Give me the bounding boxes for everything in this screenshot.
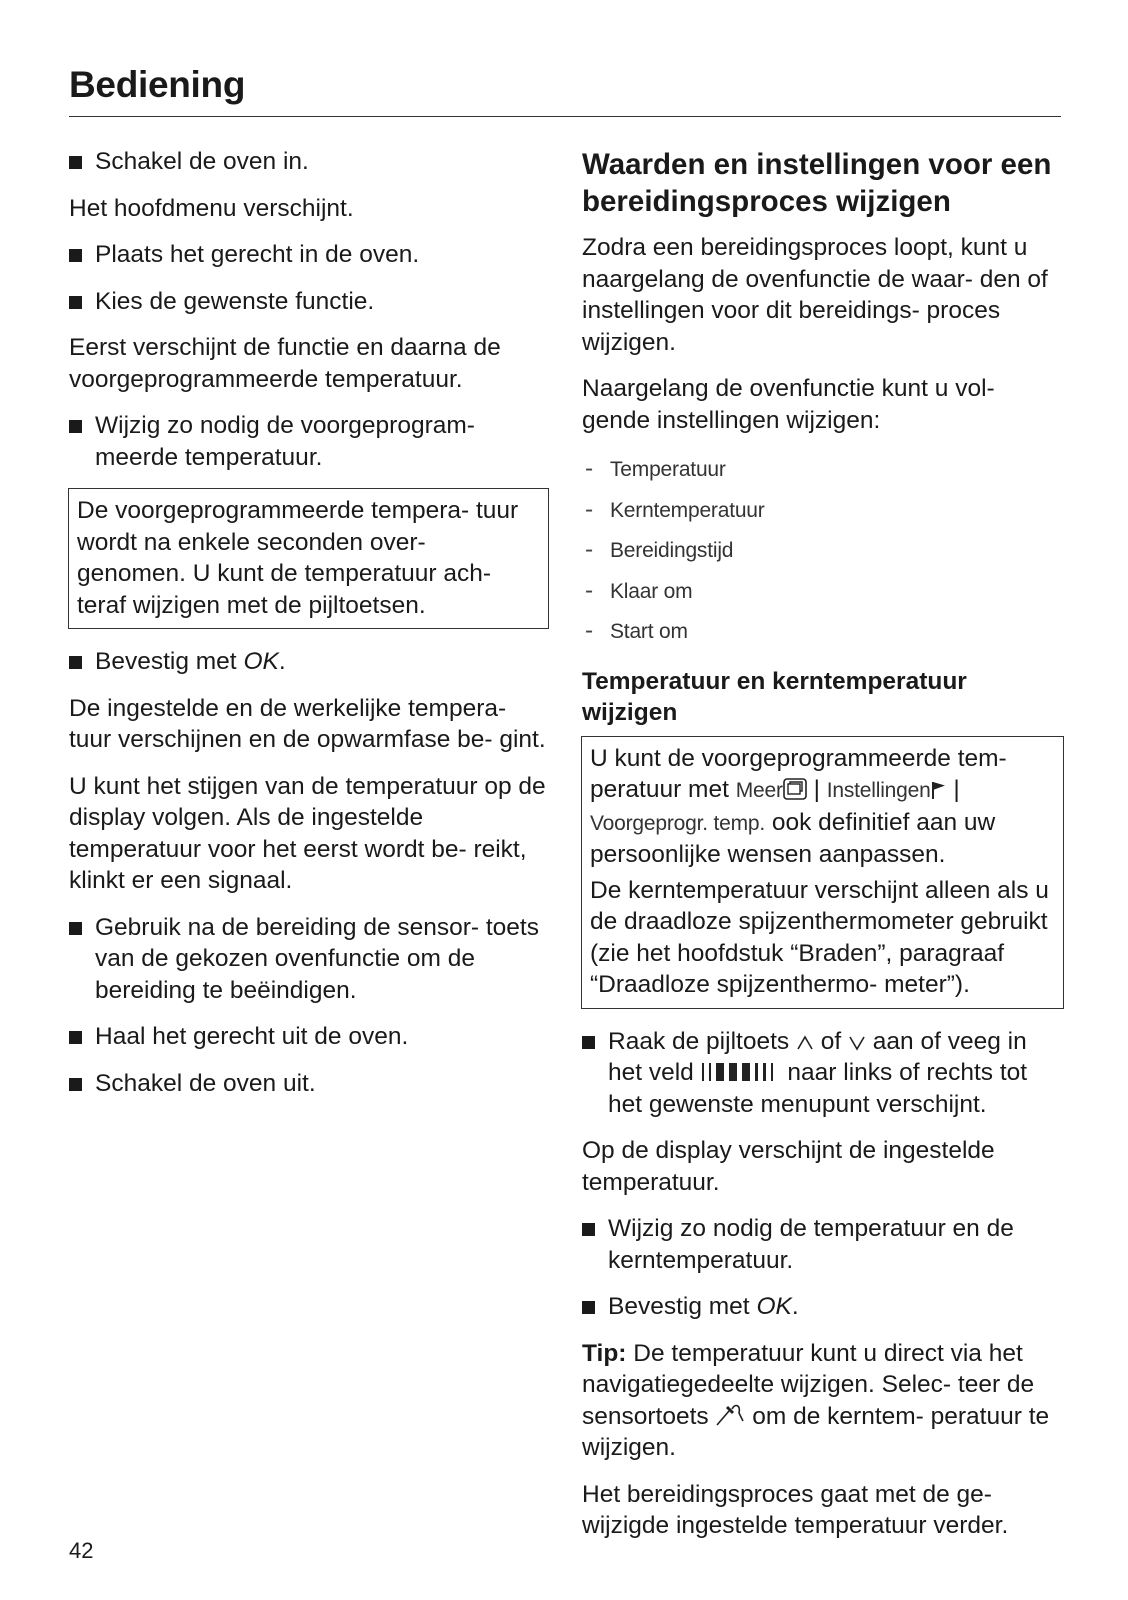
bullet-square-icon (69, 656, 82, 669)
paragraph: De ingestelde en de werkelijke tempera- tuur verschijnen en de opwarmfase be- gint. (69, 694, 546, 753)
paragraph: Het bereidingsproces gaat met de ge- wijzigde ingestelde temperatuur verder. (582, 1480, 1009, 1539)
core-temperature-probe-icon (715, 1403, 745, 1427)
list-item: - Kerntemperatuur (585, 495, 765, 523)
paragraph: Eerst verschijnt de functie en daarna de voorgeprogrammeerde temperatuur. (69, 334, 501, 393)
right-column (582, 146, 1064, 1557)
step-confirm-ok: Bevestig met OK. (582, 1291, 1064, 1323)
left-column (69, 146, 549, 1114)
page-title: Bediening (69, 64, 246, 105)
list-item: - Start om (585, 617, 688, 644)
bullet-square-icon (582, 1036, 595, 1049)
page-header (69, 64, 1061, 117)
step-choose-function: Kies de gewenste functie. (69, 286, 549, 318)
bullet-square-icon (69, 296, 82, 309)
step-confirm-ok: Bevestig met OK. (69, 646, 549, 678)
flag-icon (931, 780, 947, 800)
bullet-square-icon (69, 1078, 82, 1091)
note-box: U kunt de voorgeprogrammeerde tem- peratuur met Meer | Instellingen | Voorgeprogr. temp. ook definitief aan uw persoonlijke wensen aanpassen. De kerntemperatuur verschijnt alleen als u de draadloze spijzenthermometer gebruikt (zie het hoofdstuk “Braden”, paragraaf “Draadloze spijzenthermo- meter”). (581, 736, 1064, 1009)
bullet-square-icon (69, 156, 82, 169)
bullet-square-icon (69, 420, 82, 433)
step-place-dish: Plaats het gerecht in de oven. (69, 239, 549, 271)
settings-list (582, 449, 1064, 652)
swipe-field-icon (701, 1061, 781, 1083)
arrow-down-icon (848, 1034, 866, 1052)
bullet-square-icon (69, 922, 82, 935)
step-change-temperature: Wijzig zo nodig de voorgeprogram- meerde temperatuur. (69, 410, 549, 473)
step-remove-dish: Haal het gerecht uit de oven. (69, 1021, 549, 1053)
step-arrow-keys: Raak de pijltoets of aan of veeg in het veld naar links of rechts tot het gewenste menupunt verschijnt. (582, 1026, 1064, 1121)
step-switch-off: Schakel de oven uit. (69, 1068, 549, 1100)
list-item: - Temperatuur (585, 455, 726, 482)
more-windows-icon (783, 778, 807, 800)
subsection-heading: Temperatuur en kerntemperatuur wijzigen (582, 667, 967, 726)
bullet-square-icon (582, 1301, 595, 1314)
step-change-core-temperature: Wijzig zo nodig de temperatuur en de kerntemperatuur. (582, 1213, 1064, 1276)
paragraph: U kunt het stijgen van de temperatuur op de display volgen. Als de ingestelde temperatuur voor het eerst wordt be- reikt, klinkt er een signaal. (69, 772, 546, 894)
list-item: - Bereidingstijd (585, 536, 734, 563)
paragraph: Op de display verschijnt de ingestelde temperatuur. (582, 1137, 995, 1196)
paragraph: Het hoofdmenu verschijnt. (69, 194, 354, 222)
page-number: 42 (69, 1538, 94, 1563)
bullet-square-icon (69, 249, 82, 262)
bullet-square-icon (69, 1031, 82, 1044)
paragraph: Zodra een bereidingsproces loopt, kunt u naargelang de ovenfunctie de waar- den of instellingen voor dit bereidings- proces wijzigen. (582, 234, 1048, 356)
list-item: - Klaar om (585, 576, 693, 604)
section-heading: Waarden en instellingen voor een bereidingsproces wijzigen (582, 148, 1052, 218)
note-box: De voorgeprogrammeerde tempera- tuur wordt na enkele seconden over- genomen. U kunt de temperatuur ach- teraf wijzigen met de pijltoetsen. (68, 488, 549, 629)
tip-paragraph: Tip: De temperatuur kunt u direct via het navigatiegedeelte wijzigen. Selec- teer de sensortoets om de kerntem- peratuur te wijzigen. (582, 1339, 1050, 1461)
step-switch-on: Schakel de oven in. (69, 146, 549, 178)
arrow-up-icon (796, 1034, 814, 1052)
bullet-square-icon (582, 1223, 595, 1236)
step-end-cooking: Gebruik na de bereiding de sensor- toets van de gekozen ovenfunctie om de bereiding te beëindigen. (69, 912, 549, 1007)
paragraph: Naargelang de ovenfunctie kunt u vol- gende instellingen wijzigen: (582, 375, 995, 434)
